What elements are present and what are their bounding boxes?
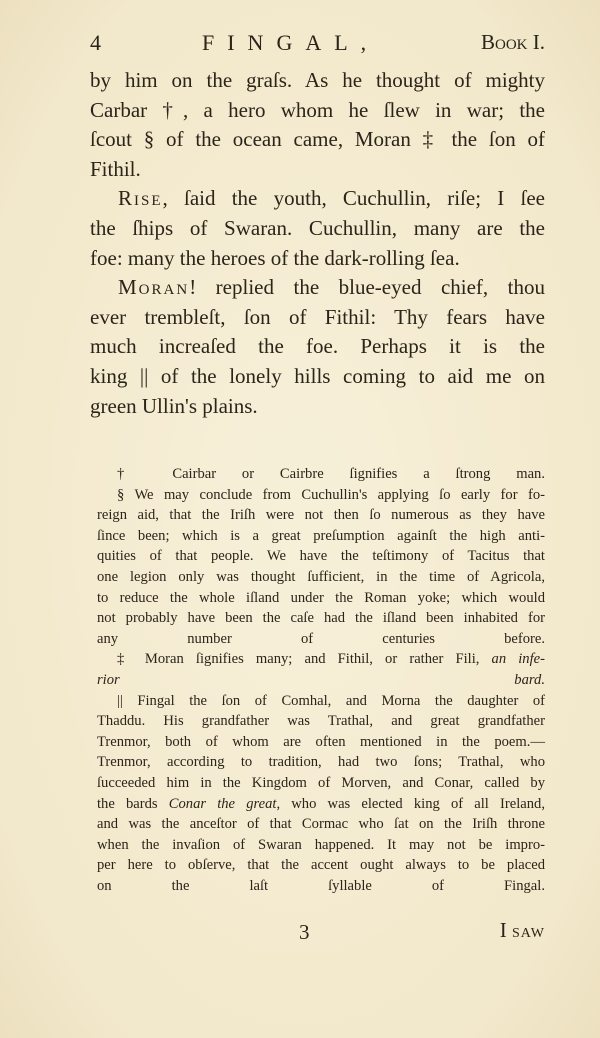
text-segment: when the invaſion of Swaran happened. It may not be impro- xyxy=(97,836,545,853)
footnote-line xyxy=(97,752,545,773)
text-line xyxy=(90,392,545,422)
text-segment: green Ullin's plains. xyxy=(90,393,258,418)
text-segment: and was the anceſtor of that Cormac who ſat on the Iriſh throne xyxy=(97,816,545,833)
small-caps-text: Rise xyxy=(118,186,163,211)
text-segment: ſucceeded him in the Kingdom of Morven, and Conar, called by xyxy=(97,774,545,791)
signature-mark: 3 xyxy=(299,920,310,944)
text-segment: the ſhips of Swaran. Cuchullin, many are the xyxy=(90,215,545,240)
text-segment: reign aid, that the Iriſh were not then ſo numerous as they have xyxy=(97,507,545,524)
italic-text: rior bard. xyxy=(97,671,545,688)
text-line xyxy=(90,332,545,362)
text-segment: ! replied the blue-eyed chief, thou xyxy=(189,275,545,300)
footnote-line xyxy=(97,567,545,588)
text-line xyxy=(90,184,545,214)
text-segment: Carbar †, a hero whom he ſlew in war; the xyxy=(90,97,545,122)
footnote-line xyxy=(97,588,545,609)
text-segment: to reduce the whole iſland under the Roman yoke; which would xyxy=(97,589,545,606)
footnote-line xyxy=(97,794,545,815)
page-number: 4 xyxy=(90,30,101,55)
text-segment: per here to obſerve, that the accent ought always to be placed xyxy=(97,857,545,874)
text-segment: ‡ Moran ſignifies many; and Fithil, or rather Fili, xyxy=(117,651,492,668)
text-segment: quities of that people. We have the teſtimony of Tacitus that xyxy=(97,548,545,565)
footnote-line xyxy=(97,773,545,794)
footnote-line xyxy=(97,835,545,856)
text-segment: any number of centuries before. xyxy=(97,630,545,647)
book-label: Book I. xyxy=(481,30,545,54)
text-line xyxy=(90,244,545,274)
text-segment: Trenmor, according to tradition, had two ſons; Trathal, who xyxy=(97,754,545,771)
text-segment: , ſaid the youth, Cuchullin, riſe; I ſee xyxy=(162,186,545,211)
text-segment: ever trembleſt, ſon of Fithil: Thy fears have xyxy=(90,304,545,329)
text-segment: || Fingal the ſon of Comhal, and Morna the daughter of xyxy=(117,692,545,709)
text-line xyxy=(90,362,545,392)
catchword xyxy=(500,918,545,943)
footnote-line xyxy=(97,505,545,526)
footnote-line xyxy=(97,855,545,876)
catchword-rest: SAW xyxy=(512,926,545,941)
footnote-line xyxy=(97,814,545,835)
footnote-line xyxy=(97,670,545,691)
footnote-line xyxy=(97,649,545,670)
text-line xyxy=(90,96,545,126)
catchword-initial: I xyxy=(499,918,507,942)
text-segment: † Cairbar or Cairbre ſignifies a ſtrong man. xyxy=(117,466,545,482)
running-header xyxy=(90,30,545,60)
text-segment: the bards xyxy=(97,795,169,812)
text-segment: by him on the graſs. As he thought of mighty xyxy=(90,68,545,92)
text-line xyxy=(90,66,545,96)
text-segment: not probably have been the caſe had the iſland been inhabited for xyxy=(97,610,545,627)
main-text xyxy=(90,66,545,421)
footnote-line xyxy=(97,464,545,485)
footnote-line xyxy=(97,732,545,753)
text-segment: ſcout § of the ocean came, Moran ‡ the ſon of xyxy=(90,127,545,152)
text-segment: Thaddu. His grandfather was Trathal, and great grandfather xyxy=(97,713,545,730)
text-segment: Trenmor, both of whom are often mentioned in the poem.— xyxy=(97,733,545,750)
text-segment: on the laſt ſyllable of Fingal. xyxy=(97,877,545,894)
footnote-line xyxy=(97,526,545,547)
small-caps-text: Moran xyxy=(118,275,190,300)
text-segment: Fithil. xyxy=(90,156,141,181)
text-segment: much increaſed the foe. Perhaps it is the xyxy=(90,334,545,359)
text-line xyxy=(90,125,545,155)
italic-text: an infe- xyxy=(491,651,545,668)
footnotes xyxy=(97,464,545,896)
footnote-line xyxy=(97,711,545,732)
footnote-line xyxy=(97,876,545,897)
text-line xyxy=(90,303,545,333)
text-segment: , who was elected king of all Ireland, xyxy=(276,795,545,812)
text-line xyxy=(90,155,545,185)
footnote-line xyxy=(97,485,545,506)
footnote-line xyxy=(97,546,545,567)
text-segment: § We may conclude from Cuchullin's applying ſo early for fo- xyxy=(117,486,545,503)
text-segment: foe: many the heroes of the dark-rolling ſea. xyxy=(90,245,460,270)
text-segment: king || of the lonely hills coming to aid me on xyxy=(90,363,545,388)
text-segment: one legion only was thought ſufficient, in the time of Agricola, xyxy=(97,568,545,585)
page-footer xyxy=(90,918,545,946)
footnote-line xyxy=(97,691,545,712)
running-title: FINGAL, xyxy=(202,30,380,55)
text-line xyxy=(90,214,545,244)
footnote-line xyxy=(97,629,545,650)
text-segment: ſince been; which is a great preſumption againſt the high anti- xyxy=(97,527,545,544)
italic-text: Conar the great xyxy=(168,795,277,812)
footnote-line xyxy=(97,608,545,629)
text-line xyxy=(90,273,545,303)
